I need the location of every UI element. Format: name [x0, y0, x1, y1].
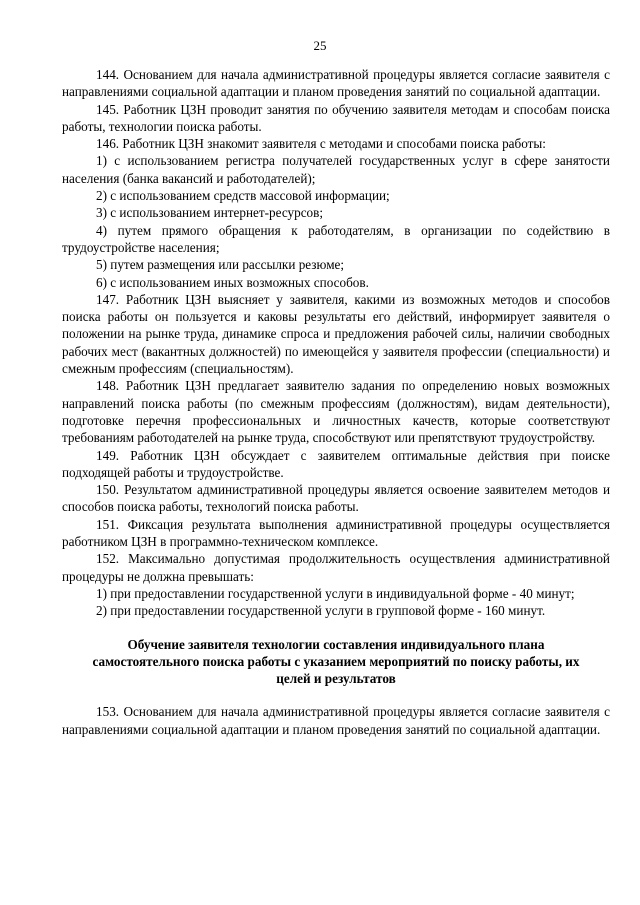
paragraph-151: 151. Фиксация результата выполнения административной процедуры осуществляется работником ЦЗН в программно-техническом комплексе. — [62, 516, 610, 550]
paragraph-152: 152. Максимально допустимая продолжительность осуществления административной процедуры не должна превышать: — [62, 551, 610, 584]
paragraph-150: 150. Результатом административной процедуры является освоение заявителем методов и способов поиска работы, технологий поиска работы. — [62, 482, 610, 515]
paragraph-144: 144. Основанием для начала административной процедуры является согласие заявителя с направлениями социальной адаптации и планом проведения занятий по социальной адаптации. — [62, 67, 610, 100]
list-item-146-5: 5) путем размещения или рассылки резюме; — [96, 257, 345, 273]
list-item-146-1: 1) с использованием регистра получателей государственных услуг в сфере занятости населения (банка вакансий и работодателей); — [62, 153, 610, 186]
paragraph-146: 146. Работник ЦЗН знакомит заявителя с методами и способами поиска работы: — [96, 136, 546, 152]
paragraph-153: 153. Основанием для начала административной процедуры является согласие заявителя с направлениями социальной адаптации и планом проведения занятий по социальной адаптации. — [62, 704, 610, 737]
paragraph-149: 149. Работник ЦЗН обсуждает с заявителем оптимальные действия при поиске подходящей работы и трудоустройстве. — [62, 447, 610, 480]
list-item-152-1: 1) при предоставлении государственной услуги в индивидуальной форме - 40 минут; — [96, 585, 575, 601]
paragraph-147: 147. Работник ЦЗН выясняет у заявителя, какими из возможных методов и способов поиска работы он пользуется и каковы результаты его действий, информирует заявителя о положении на рынке труда, динамике спроса и предложения рабочей силы, наличии свободных рабочих мест (вакантных должностей) по имеющейся у заявителя профессии (специальности) и смежным профессиям (специальностям). — [62, 291, 610, 377]
list-item-146-4: 4) путем прямого обращения к работодателям, в организации по содействию в трудоустройстве населения; — [62, 222, 610, 255]
list-item-146-6: 6) с использованием иных возможных способов. — [96, 274, 369, 290]
list-item-152-2: 2) при предоставлении государственной услуги в групповой форме - 160 минут. — [96, 603, 546, 619]
section-heading: Обучение заявителя технологии составления индивидуального плана самостоятельного поиска работы с указанием мероприятий по поиску работы, их целей и результатов — [92, 636, 580, 687]
list-item-146-3: 3) с использованием интернет-ресурсов; — [96, 205, 324, 221]
page-number: 25 — [313, 38, 327, 53]
paragraph-145: 145. Работник ЦЗН проводит занятия по обучению заявителя методам и способам поиска работы, технологии поиска работы. — [62, 101, 610, 134]
document-body — [62, 66, 610, 738]
paragraph-148: 148. Работник ЦЗН предлагает заявителю задания по определению новых возможных направлений поиска работы (по смежным профессиям (должностям), видам деятельности), подготовке перечня профессиональных и личностных качеств, которые соответствуют требованиям работодателей на рынке труда, способствуют или препятствуют трудоустройству. — [62, 378, 610, 446]
list-item-146-2: 2) с использованием средств массовой информации; — [96, 188, 390, 204]
